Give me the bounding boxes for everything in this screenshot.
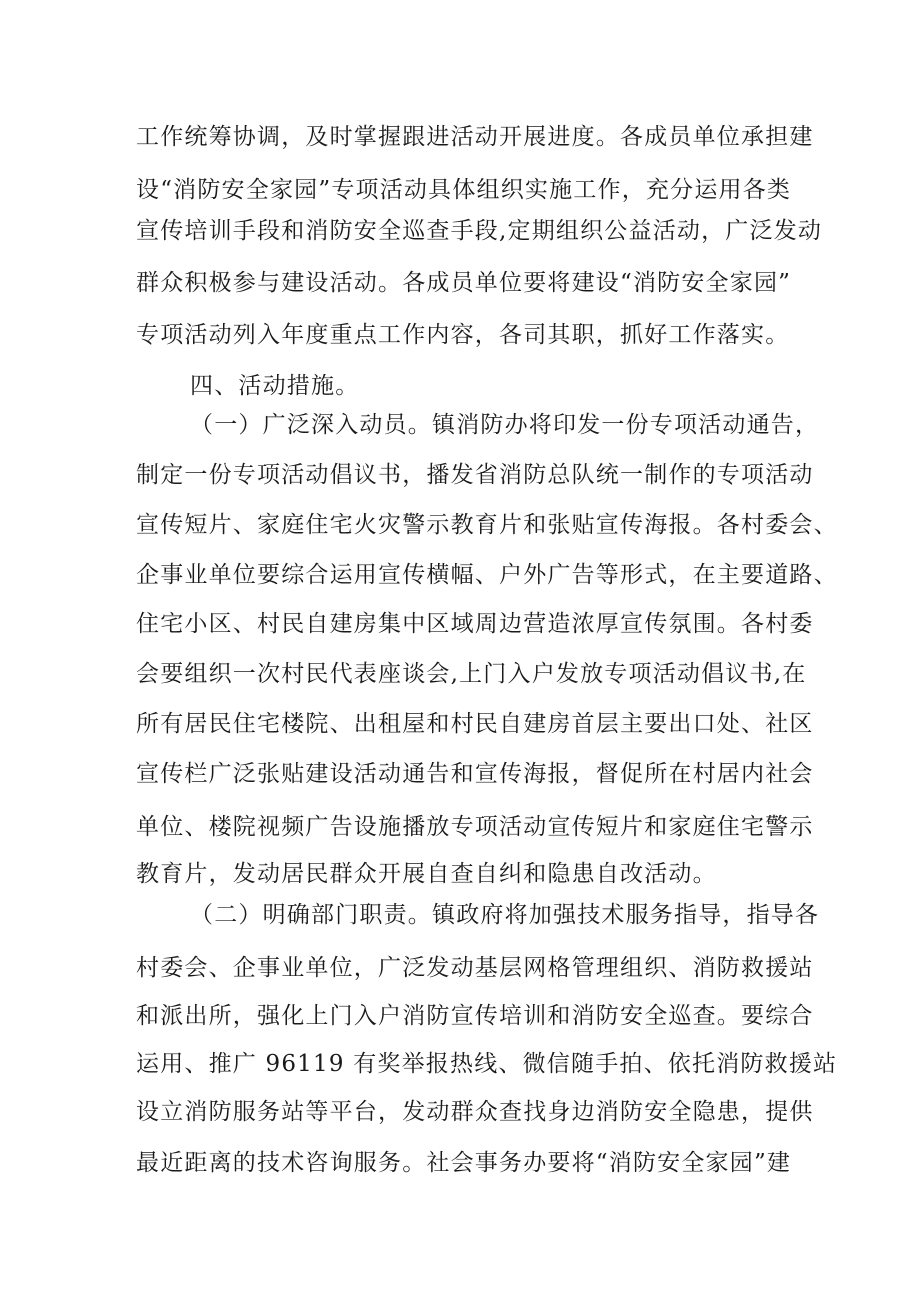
text-line: 和派出所，强化上门入户消防宣传培训和消防安全巡查。要综合 — [136, 1003, 814, 1029]
section-heading: 四、活动措施。 — [190, 373, 360, 399]
text-line: 宣传培训手段和消防安全巡查手段,定期组织公益活动，广泛发动 — [136, 218, 823, 244]
text-line: 最近距离的技术咨询服务。社会事务办要将“消防安全家园”建 — [136, 1150, 792, 1176]
text-line: 宣传短片、家庭住宅火灾警示教育片和张贴宣传海报。各村委会、 — [136, 512, 838, 538]
text-line: 教育片，发动居民群众开展自查自纠和隐患自改活动。 — [136, 861, 717, 887]
text-line: 设“消防安全家园”专项活动具体组织实施工作，充分运用各类 — [136, 177, 792, 203]
text-line: 专项活动列入年度重点工作内容，各司其职，抓好工作落实。 — [136, 322, 790, 348]
paragraph-start: （一）广泛深入动员。镇消防办将印发一份专项活动通告， — [190, 412, 820, 438]
text-line: 群众积极参与建设活动。各成员单位要将建设“消防安全家园” — [136, 270, 792, 296]
text-line: 运用、推广 96119 有奖举报热线、微信随手拍、依托消防救援站 — [136, 1051, 838, 1077]
text-line: 村委会、企事业单位，广泛发动基层网格管理组织、消防救援站 — [136, 955, 814, 981]
text-line: 企事业单位要综合运用宣传横幅、户外广告等形式，在主要道路、 — [136, 562, 838, 588]
text-line: 工作统筹协调，及时掌握跟进活动开展进度。各成员单位承担建 — [136, 124, 814, 150]
paragraph-start: （二）明确部门职责。镇政府将加强技术服务指导，指导各 — [190, 902, 820, 928]
text-line: 设立消防服务站等平台，发动群众查找身边消防安全隐患，提供 — [136, 1099, 814, 1125]
text-line: 会要组织一次村民代表座谈会,上门入户发放专项活动倡议书,在 — [136, 661, 807, 687]
text-line: 单位、楼院视频广告设施播放专项活动宣传短片和家庭住宅警示 — [136, 814, 814, 840]
text-line: 住宅小区、村民自建房集中区域周边营造浓厚宣传氛围。各村委 — [136, 611, 814, 637]
text-line: 制定一份专项活动倡议书，播发省消防总队统一制作的专项活动 — [136, 462, 814, 488]
text-line: 宣传栏广泛张贴建设活动通告和宣传海报，督促所在村居内社会 — [136, 761, 814, 787]
text-line: 所有居民住宅楼院、出租屋和村民自建房首层主要出口处、社区 — [136, 711, 814, 737]
